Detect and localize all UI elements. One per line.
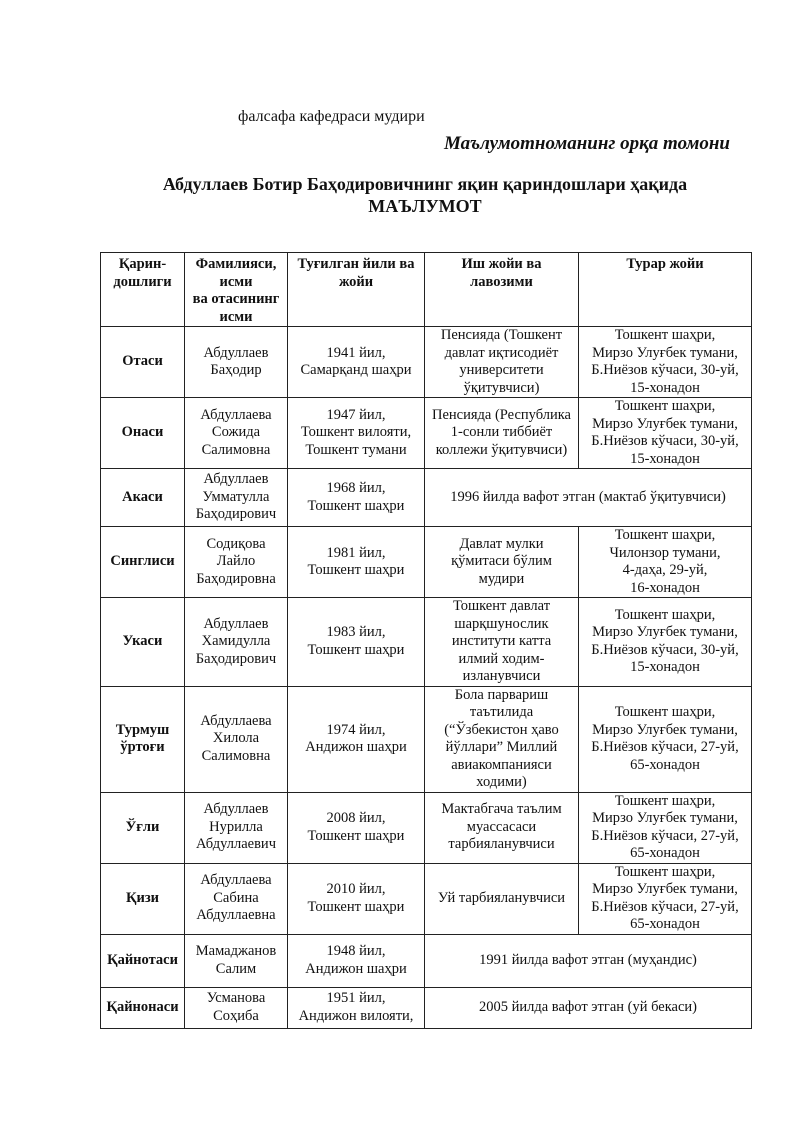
- address-cell-line: Б.Ниёзов кўчаси, 27-уй,: [591, 739, 739, 755]
- name-cell-line: Баҳодирович: [195, 506, 277, 523]
- relation-cell: [101, 327, 185, 398]
- header-text-line: Қарин-: [118, 256, 167, 272]
- address-cell-line: Тошкент шаҳри,: [614, 327, 716, 343]
- relation-cell: [101, 934, 185, 987]
- address-cell-line: Тошкент шаҳри,: [614, 704, 716, 720]
- relation-cell: [101, 398, 185, 469]
- deceased-note-cell: 1991 йилда вафот этган (муҳандис): [425, 934, 752, 987]
- relation-cell-line: Қайнонаси: [106, 998, 179, 1015]
- address-cell-line: Мирзо Улуғбек тумани,: [592, 344, 738, 361]
- name-cell-line: Содиқова: [206, 535, 266, 552]
- name-cell-line: Сабина: [213, 889, 259, 906]
- birth-cell: [288, 792, 425, 863]
- header-text-line: лавозими: [470, 273, 533, 290]
- address-cell: [579, 398, 752, 469]
- birth-cell-line: 1968 йил,: [326, 480, 386, 496]
- address-cell-line: Тошкент шаҳри,: [614, 606, 716, 623]
- birth-cell-line: Андижон вилояти,: [298, 1007, 414, 1024]
- birth-cell: [288, 686, 425, 792]
- address-cell-line: Б.Ниёзов кўчаси, 30-уй,: [591, 433, 739, 449]
- header-text-line: ва отасининг: [192, 291, 280, 307]
- name-cell-line: Салимовна: [201, 747, 271, 764]
- work-cell-line: коллежи ўқитувчиси): [435, 441, 568, 458]
- address-cell-line: Чилонзор тумани,: [609, 544, 721, 561]
- address-cell: [579, 686, 752, 792]
- header-text-line: дошлиги: [113, 273, 172, 290]
- work-cell-line: тарбияланувчиси: [448, 836, 555, 853]
- name-cell-line: Лайло: [216, 553, 256, 570]
- name-cell-line: Абдуллаева: [200, 406, 272, 423]
- work-cell-line: (“Ўзбекистон ҳаво: [444, 721, 559, 738]
- name-cell-line: Хамидулла: [201, 633, 271, 649]
- deceased-note-cell: 1996 йилда вафот этган (мактаб ўқитувчиси): [425, 469, 752, 527]
- work-cell-line: шарқшунослик: [454, 615, 549, 632]
- address-cell-line: Б.Ниёзов кўчаси, 30-уй,: [591, 641, 739, 658]
- birth-cell: [288, 987, 425, 1028]
- address-cell-line: Тошкент шаҳри,: [614, 792, 716, 809]
- back-side-label: Маълумотноманинг орқа томони: [444, 133, 730, 154]
- address-cell: [579, 327, 752, 398]
- header-birth: [288, 253, 425, 327]
- table-row: [101, 934, 752, 987]
- work-cell: [425, 863, 579, 934]
- work-cell-line: таътилида: [469, 704, 534, 720]
- birth-cell-line: Андижон шаҳри: [305, 739, 407, 755]
- table-row: [101, 469, 752, 527]
- name-cell-line: Салимовна: [201, 441, 271, 458]
- table-row: [101, 527, 752, 598]
- position-title: фалсафа кафедраси мудири: [238, 108, 425, 125]
- name-cell-line: Баҳодир: [210, 362, 262, 378]
- name-cell-line: Мамаджанов: [195, 943, 277, 959]
- name-cell: [185, 398, 288, 469]
- relation-cell: [101, 598, 185, 687]
- name-cell-line: Умматулла: [202, 488, 270, 505]
- name-cell: [185, 327, 288, 398]
- header-name: [185, 253, 288, 327]
- name-cell: [185, 934, 288, 987]
- work-cell-line: Мактабгача таълим: [441, 801, 562, 818]
- name-cell-line: Баҳодировна: [196, 570, 276, 587]
- header-text-line: Иш жойи ва: [461, 256, 542, 272]
- deceased-note-cell: 2005 йилда вафот этган (уй бекаси): [425, 987, 752, 1028]
- address-cell-line: Б.Ниёзов кўчаси, 30-уй,: [591, 362, 739, 378]
- birth-cell: [288, 934, 425, 987]
- header-text-line: Турар жойи: [626, 256, 704, 272]
- address-cell-line: Б.Ниёзов кўчаси, 27-уй,: [591, 898, 739, 915]
- name-cell-line: Хилола: [212, 730, 260, 747]
- work-cell: [425, 686, 579, 792]
- relation-cell-line: Ўғли: [125, 818, 160, 835]
- work-cell-line: Бола парвариш: [454, 686, 549, 703]
- header-text-line: жойи: [338, 273, 374, 290]
- birth-cell-line: Тошкент вилояти,: [300, 424, 412, 441]
- work-cell: [425, 398, 579, 469]
- birth-cell-line: 1947 йил,: [326, 406, 386, 423]
- work-cell: [425, 327, 579, 398]
- relation-cell: [101, 527, 185, 598]
- birth-cell-line: 1983 йил,: [326, 624, 386, 641]
- work-cell-line: авиакомпанияси: [451, 756, 552, 773]
- address-cell-line: Мирзо Улуғбек тумани,: [592, 721, 738, 738]
- birth-cell-line: 1974 йил,: [326, 721, 386, 738]
- table-row: [101, 598, 752, 687]
- relation-cell-line: Онаси: [121, 424, 164, 441]
- document-heading: Абдуллаев Ботир Баҳодировичнинг яқин қариндошлари ҳақида: [162, 174, 688, 194]
- address-cell-line: 4-даҳа, 29-уй,: [622, 562, 708, 578]
- work-cell-line: изланувчиси: [462, 668, 541, 684]
- birth-cell: [288, 863, 425, 934]
- work-cell-line: мудири: [478, 570, 525, 587]
- work-cell-line: ўқитувчиси): [463, 379, 540, 396]
- name-cell: [185, 469, 288, 527]
- name-cell-line: Абдуллаева: [200, 712, 272, 729]
- name-cell: [185, 686, 288, 792]
- name-cell-line: Сожида: [211, 424, 261, 441]
- name-cell-line: Абдуллаева: [200, 872, 272, 889]
- work-cell: [425, 598, 579, 687]
- birth-cell-line: 1948 йил,: [326, 943, 386, 959]
- relation-cell-line: Синглиси: [110, 553, 175, 570]
- work-cell: [425, 792, 579, 863]
- work-cell-line: ходими): [476, 774, 527, 790]
- name-cell-line: Баҳодирович: [195, 650, 277, 667]
- table-row: [101, 686, 752, 792]
- document-heading-title: МАЪЛУМОТ: [368, 196, 482, 216]
- header-text-line: Фамилияси,: [195, 256, 277, 272]
- name-cell-line: Соҳиба: [213, 1007, 259, 1024]
- relation-cell: [101, 792, 185, 863]
- table-row: [101, 987, 752, 1028]
- name-cell-line: Абдуллаевич: [196, 836, 276, 853]
- work-cell: [425, 527, 579, 598]
- address-cell-line: Мирзо Улуғбек тумани,: [592, 415, 738, 432]
- name-cell-line: Абдуллаев: [203, 344, 269, 361]
- table-body: [101, 327, 752, 1029]
- address-cell: [579, 598, 752, 687]
- relation-cell-line: Акаси: [122, 488, 163, 505]
- name-cell-line: Абдуллаев: [203, 801, 269, 818]
- birth-cell-line: Самарқанд шаҳри: [300, 362, 412, 378]
- relation-cell: [101, 469, 185, 527]
- name-cell: [185, 527, 288, 598]
- work-cell-line: институти катта: [451, 633, 552, 649]
- name-cell-line: Абдуллаевна: [196, 907, 276, 924]
- name-cell-line: Абдуллаев: [203, 471, 269, 488]
- birth-cell-line: Андижон шаҳри: [305, 960, 407, 977]
- work-cell-line: Тошкент давлат: [452, 598, 551, 614]
- relation-cell-line: Турмуш: [115, 721, 170, 738]
- relation-cell-line: Қайнотаси: [107, 951, 178, 968]
- address-cell-line: 65-хонадон: [630, 756, 700, 773]
- work-cell-line: Пенсияда (Тошкент: [440, 327, 563, 343]
- address-cell-line: Тошкент шаҳри,: [614, 398, 716, 414]
- name-cell-line: Салим: [215, 960, 257, 977]
- birth-cell-line: 2010 йил,: [326, 881, 386, 897]
- work-cell-line: муассасаси: [466, 818, 537, 835]
- birth-cell: [288, 327, 425, 398]
- address-cell-line: Тошкент шаҳри,: [614, 527, 716, 543]
- work-cell-line: илмий ходим-: [458, 650, 545, 667]
- table-header-row: [101, 253, 752, 327]
- work-cell-line: 1-сонли тиббиёт: [450, 424, 553, 441]
- header-address: [579, 253, 752, 327]
- birth-cell-line: Тошкент шаҳри: [307, 562, 405, 578]
- address-cell-line: 65-хонадон: [630, 916, 700, 932]
- birth-cell-line: Тошкент шаҳри: [307, 641, 405, 658]
- table-row: [101, 327, 752, 398]
- name-cell: [185, 987, 288, 1028]
- name-cell-line: Усманова: [206, 990, 266, 1006]
- header-work: [425, 253, 579, 327]
- work-cell-line: давлат иқтисодиёт: [444, 344, 559, 361]
- birth-cell-line: Тошкент тумани: [305, 441, 407, 458]
- work-cell-line: қўмитаси бўлим: [451, 553, 552, 570]
- work-cell-line: Пенсияда (Республика: [432, 406, 571, 423]
- birth-cell-line: Тошкент шаҳри: [307, 827, 405, 844]
- relation-cell-line: Отаси: [122, 353, 163, 370]
- address-cell: [579, 527, 752, 598]
- address-cell-line: Б.Ниёзов кўчаси, 27-уй,: [591, 827, 739, 844]
- header-text-line: исми: [219, 273, 253, 290]
- birth-cell: [288, 398, 425, 469]
- birth-cell: [288, 598, 425, 687]
- relation-cell: [101, 686, 185, 792]
- table-row: [101, 398, 752, 469]
- work-cell-line: университети: [459, 362, 544, 378]
- relation-cell-line: ўртоғи: [120, 739, 165, 755]
- birth-cell-line: 2008 йил,: [326, 810, 386, 826]
- birth-cell-line: 1981 йил,: [326, 544, 386, 561]
- address-cell-line: 15-хонадон: [630, 379, 700, 396]
- work-cell-line: Давлат мулки: [459, 535, 544, 552]
- address-cell: [579, 863, 752, 934]
- relation-cell-line: Укаси: [122, 633, 163, 649]
- name-cell: [185, 792, 288, 863]
- table-row: [101, 792, 752, 863]
- header-text-line: Туғилган йили ва: [297, 256, 415, 272]
- relation-cell-line: Қизи: [125, 889, 160, 906]
- birth-cell-line: 1941 йил,: [326, 344, 386, 361]
- birth-cell-line: Тошкент шаҳри: [307, 497, 405, 514]
- birth-cell-line: 1951 йил,: [326, 990, 386, 1006]
- address-cell-line: 65-хонадон: [630, 845, 700, 861]
- name-cell-line: Абдуллаев: [203, 615, 269, 632]
- name-cell: [185, 598, 288, 687]
- address-cell-line: 15-хонадон: [630, 450, 700, 467]
- relation-cell: [101, 863, 185, 934]
- work-cell-line: йўллари” Миллий: [445, 739, 558, 755]
- address-cell-line: Мирзо Улуғбек тумани,: [592, 881, 738, 897]
- address-cell-line: 16-хонадон: [630, 579, 700, 596]
- birth-cell: [288, 527, 425, 598]
- header-relation: [101, 253, 185, 327]
- address-cell-line: 15-хонадон: [630, 659, 700, 676]
- address-cell-line: Мирзо Улуғбек тумани,: [592, 624, 738, 641]
- name-cell: [185, 863, 288, 934]
- birth-cell: [288, 469, 425, 527]
- address-cell-line: Мирзо Улуғбек тумани,: [592, 810, 738, 826]
- relatives-table: [100, 252, 752, 1029]
- birth-cell-line: Тошкент шаҳри: [307, 898, 405, 915]
- address-cell-line: Тошкент шаҳри,: [614, 863, 716, 880]
- table-row: [101, 863, 752, 934]
- name-cell-line: Нурилла: [209, 818, 263, 835]
- address-cell: [579, 792, 752, 863]
- header-text-line: исми: [219, 308, 253, 325]
- work-cell-line: Уй тарбияланувчиси: [437, 889, 566, 906]
- relation-cell: [101, 987, 185, 1028]
